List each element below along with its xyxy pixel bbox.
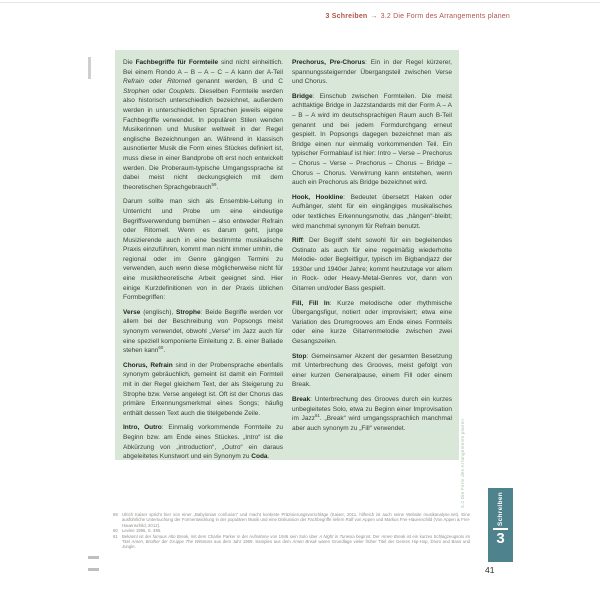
definition-paragraph: Fill, Fill In: Kurze melodische oder rhythmische Übergangsfigur, notiert oder improvisiert; etwa eine Variation des Drumgrooves am Ende eines Formteils oder eine kurze Gitarrenmelodie zwischen zwei Gesangszeilen. xyxy=(292,299,452,346)
definition-paragraph: Prechorus, Pre-Chorus: Ein in der Regel kürzerer, spannungssteigernder Übergangsteil zwischen Verse und Chorus. xyxy=(292,59,452,86)
header-arrow-icon: → xyxy=(370,13,378,20)
margin-mark-bottom-1 xyxy=(88,556,99,559)
definition-paragraph: Chorus, Refrain sind in der Probensprache ebenfalls synonym gebräuchlich, gemeint ist damit ein Formteil mit in der Regel gleichem Text, der als Steigerung zu Strophe bzw. Verse angelegt ist. Oft ist der Chorus das primäre Erkennungsmerkmal eines Songs; häufig enthält dessen Text auch die titelgebende Zeile. xyxy=(123,361,283,417)
infobox-right-column xyxy=(292,58,452,454)
chapter-tab-number: 3 xyxy=(496,530,505,547)
definition-paragraph: Darum sollte man sich als Ensemble-Leitung in Unterricht und Probe um eine eindeutige Begriffsverwendung bemühen – also entweder Refrain oder Ritornell. Wenn es darum geht, junge Musizierende auch in eine bestimmte musikalische Praxis einzuführen, kommt man nicht immer umhin, die regional oder im Genre gängigen Termini zu verwenden, auch wenn diese möglicherweise nicht für eine musiktheoretische Arbeit geeignet sind. Hier einige Kurzdefinitionen von in der Praxis üblichen Formbegriffen: xyxy=(123,198,283,302)
footnote-text: Levine 1996, S. 395. xyxy=(122,528,162,534)
footnote-text: Bekannt ist der famous Alto Break, mit dem Charlie Parker in der Aufnahme von 1946 sein Solo über A Night in Tunesia beginnt. Der Amen Break ist ein kurzes Schlagzeugsolo im Titel Amen, Brother der Gruppe The Winstons aus dem Jahr 1969. Samples aus dem Amen Break waren Grundlage vieler früher Titel der Genres Hip-Hop, Drum and Bass und Jungle. xyxy=(122,533,471,550)
footnote-number: 60 xyxy=(113,528,118,534)
footnote xyxy=(113,534,470,550)
definition-paragraph: Riff: Der Begriff steht sowohl für ein begleitendes Ostinato als auch für eine regelmäßig wiederholte Melodie- oder Begleitfigur, typisch im Bigbandjazz der 1930er und 1940er Jahre; kommt heutzutage vor allem in Rock- oder Heavy-Metal-Genres vor, dann von Gitarren und/oder Bass gespielt. xyxy=(292,237,452,293)
footnotes-block xyxy=(113,512,470,550)
margin-mark-bottom-2 xyxy=(88,568,99,571)
header-section-title: 3.2 Die Form des Arrangements planen xyxy=(380,13,510,20)
running-header xyxy=(326,13,510,20)
definition-paragraph: Verse (englisch), Strophe: Beide Begriffe werden vor allem bei der Beschreibung von Popsongs meist synonym verwendet, obwohl „Verse“ im Jazz auch für eine speziell komponierte Einleitung z. B. einer Ballade stehen kann$^{60}$. xyxy=(123,308,283,355)
definition-paragraph: Break: Unterbrechung des Grooves durch ein kurzes unbegleitetes Solo, etwa zu Beginn einer Improvisation im Jazz$^{61}$. „Break“ wird umgangssprachlich manchmal aber auch synonym zu „Fill“ verwendet. xyxy=(292,396,452,432)
footnote-text: Ulrich Kaiser spricht hier von einer „Babylonian confusion“ und macht konkrete Präzisierungsvorschläge (Kaiser, 2011, hilfreich ist auch seine Website musikanalyse.net). Eine ausführliche Untersuchung der Formentwicklung in der populären Musik und eine Diskussion der Fachbegriffe liefern Ralf von Appen und Markus Frei-Hauenschild (Von Appen & Frei-Hauenschild, 2012). xyxy=(122,512,470,528)
definition-paragraph: Die Fachbegriffe für Formteile sind nicht einheitlich. Bei einem Rondo A – B – A – C – A kann der A-Teil Refrain oder Ritornell genannt werden, B und C Strophen oder Couplets. Dieselben Formteile werden also historisch unterschiedlich bezeichnet, außerdem werden in unterschiedlichen Sprachen jeweils eigene Fachbegriffe verwendet. In populären Stilen wenden Musikerinnen und Musiker weltweit in der Regel englische Bezeichnungen an. Während in klassisch ausnotierter Musik die Form eines Stückes definiert ist, muss diese in einer Bandprobe oft erst noch entwickelt werden. Die Proberaum-typische Umgangssprache ist dabei meist nicht deckungsgleich mit dem theoretischen Sprachgebrauch$^{59}$. xyxy=(123,59,283,191)
definition-paragraph: Intro, Outro: Einmalig vorkommende Formteile zu Beginn bzw. am Ende eines Stückes. „Intro“ ist die Abkürzung von „introduction“, „Outro“ ein daraus abgeleitetes Kunstwort und ein Synonym zu Coda. xyxy=(123,424,283,460)
page-number: 41 xyxy=(485,565,495,575)
definition-paragraph: Stop: Gemeinsamer Akzent der gesamten Besetzung mit Unterbrechung des Grooves, meist gefolgt von einer kurzen Generalpause, einem Fill oder einem Break. xyxy=(292,352,452,389)
margin-caption: 3.2 Die Form des Arrangements planen xyxy=(460,418,465,508)
chapter-tab-label: Schreiben xyxy=(497,491,504,526)
footnote-number: 61 xyxy=(113,533,118,539)
definition-paragraph: Bridge: Einschub zwischen Formteilen. Die meist achttaktige Bridge in Jazzstandards mit der Form A – A – B – A wird im deutschsprachigen Raum auch B-Teil genannt und bei jedem Formdurchgang erneut gespielt. In Popsongs dagegen bezeichnet man als Bridge einen nur einmalig vorkommenden Teil. Ein typischer Formablauf ist hier: Intro – Verse – Prechorus – Chorus – Verse – Prechorus – Chorus – Bridge – Chorus – Chorus. Verwirrung kann entstehen, wenn auch ein Prechorus als Bridge bezeichnet wird. xyxy=(292,92,452,187)
infobox-left-column xyxy=(123,58,283,460)
definition-paragraph: Hook, Hookline: Bedeutet übersetzt Haken oder Aufhänger, steht für ein eingängiges musikalisches oder textliches Erkennungsmotiv, das „hängen“-bleibt; wird manchmal synonym für Refrain benutzt. xyxy=(292,193,453,230)
info-box xyxy=(115,50,459,460)
footnote-number: 59 xyxy=(113,512,118,517)
margin-mark-top xyxy=(88,57,91,79)
header-chapter: 3 Schreiben xyxy=(325,13,368,20)
page-top-edge xyxy=(0,2,600,3)
chapter-tab xyxy=(488,488,513,562)
footnote xyxy=(113,512,470,528)
